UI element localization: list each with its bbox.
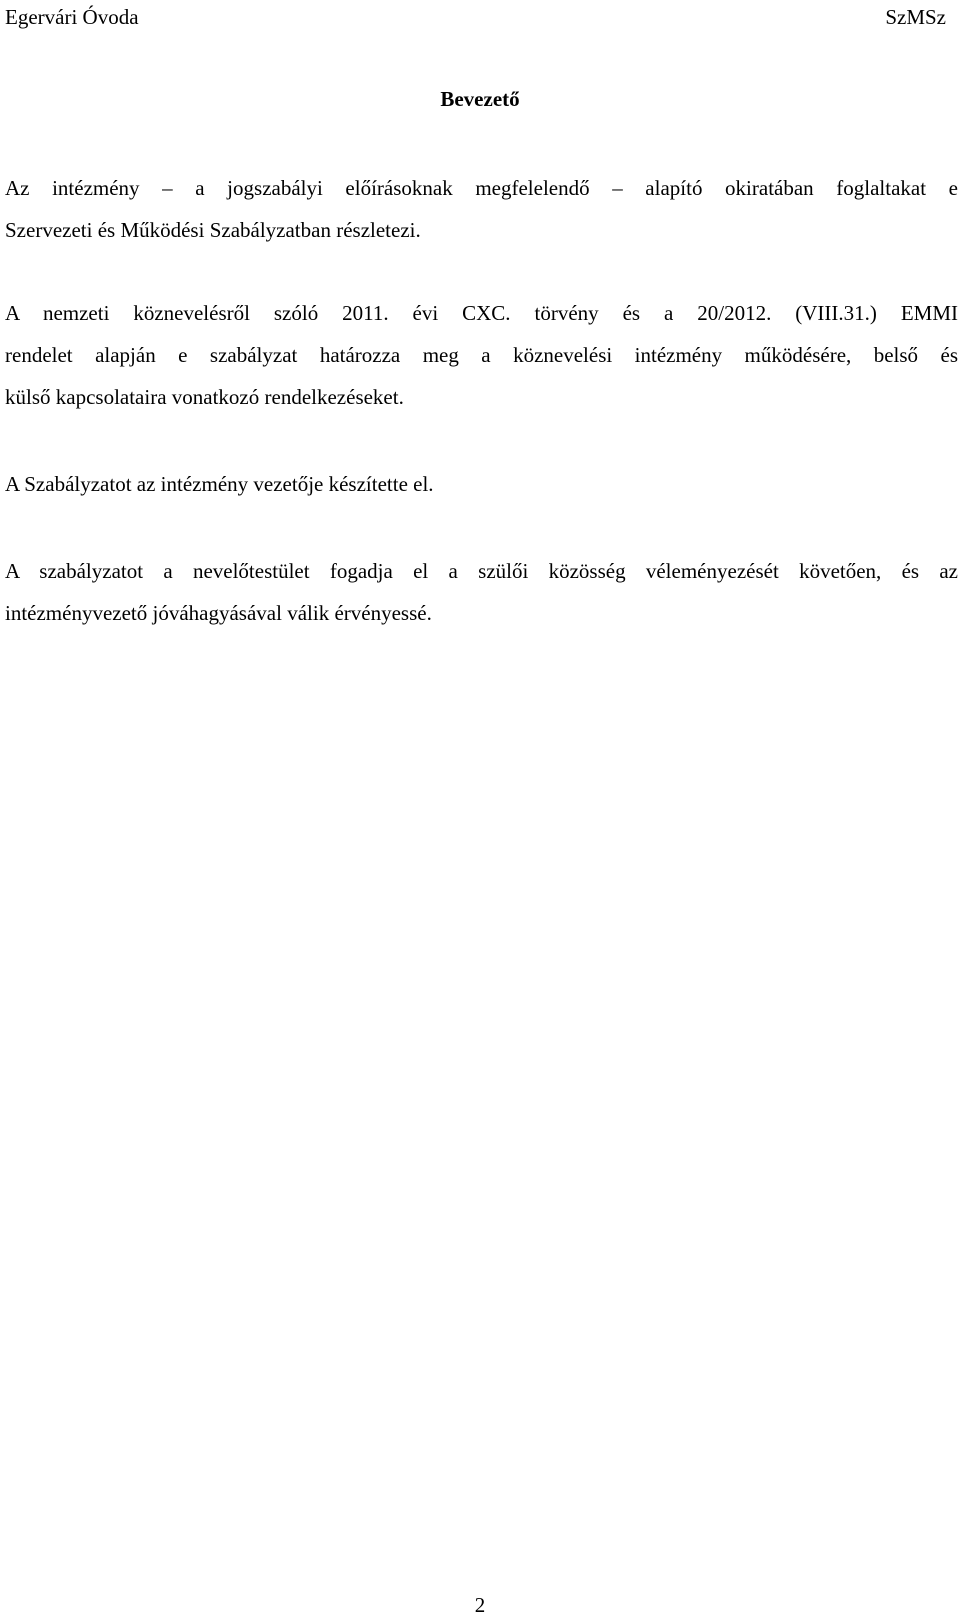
paragraph-author bbox=[5, 463, 960, 505]
paragraph-line: intézményvezető jóváhagyásával válik érvényessé. bbox=[5, 601, 432, 625]
page-number: 2 bbox=[474, 1593, 486, 1617]
paragraph-legal-basis bbox=[5, 292, 960, 418]
paragraph-line: Szervezeti és Működési Szabályzatban részletezi. bbox=[5, 218, 421, 242]
paragraph-line: A szabályzatot a nevelőtestület fogadja el a szülői közösség véleményezését követően, és az bbox=[5, 559, 958, 583]
paragraph-intro bbox=[5, 167, 960, 251]
paragraph-line: külső kapcsolataira vonatkozó rendelkezéseket. bbox=[5, 385, 404, 409]
header-document-code: SzMSz bbox=[885, 5, 946, 29]
section-title: Bevezető bbox=[440, 87, 520, 111]
paragraph-line: A nemzeti köznevelésről szóló 2011. évi CXC. törvény és a 20/2012. (VIII.31.) EMMI bbox=[5, 301, 958, 325]
paragraph-line: rendelet alapján e szabályzat határozza meg a köznevelési intézmény működésére, belső és bbox=[5, 343, 958, 367]
header-institution-name: Egervári Óvoda bbox=[5, 5, 139, 29]
paragraph-line: Az intézmény – a jogszabályi előírásoknak megfelelendő – alapító okiratában foglaltakat e bbox=[5, 176, 958, 200]
paragraph-approval bbox=[5, 550, 960, 634]
paragraph-line: A Szabályzatot az intézmény vezetője készítette el. bbox=[5, 472, 434, 496]
